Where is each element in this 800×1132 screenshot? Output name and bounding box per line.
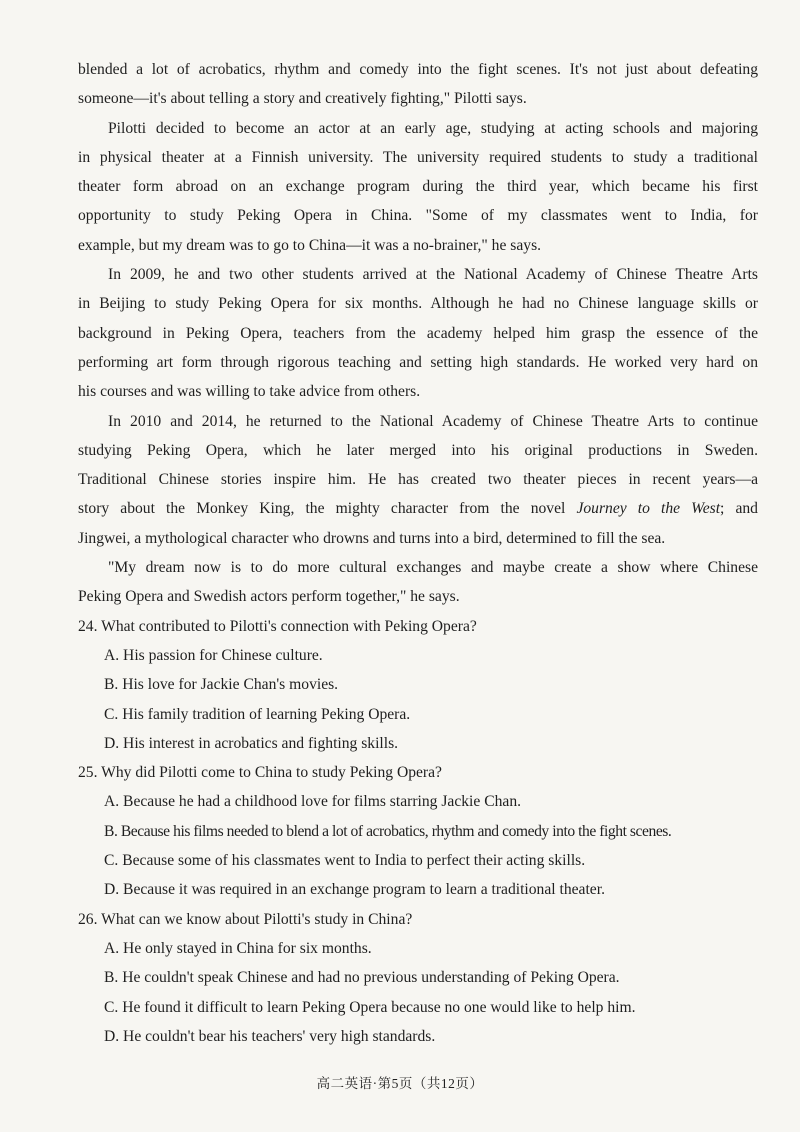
question-24 [78, 612, 758, 758]
text-line: Peking Opera and Swedish actors perform together," he says. [78, 588, 460, 606]
option-a: A. Because he had a childhood love for films starring Jackie Chan. [104, 793, 522, 811]
option-d: D. He couldn't bear his teachers' very high standards. [104, 1027, 436, 1045]
text-line: background in Peking Opera, teachers from the academy helped him grasp the essence of the [78, 324, 758, 342]
reading-passage [78, 55, 758, 1051]
text-span: ; and [720, 500, 758, 518]
option-d: D. His interest in acrobatics and fighting skills. [104, 734, 399, 752]
paragraph [78, 55, 758, 114]
paragraph [78, 407, 758, 553]
paragraph [78, 553, 758, 612]
option-b: B. His love for Jackie Chan's movies. [104, 676, 339, 694]
question-25 [78, 758, 758, 904]
option-c: C. His family tradition of learning Peking Opera. [104, 705, 411, 723]
option-a: A. His passion for Chinese culture. [104, 646, 323, 664]
text-line: in physical theater at a Finnish university. The university required students to study a traditional [78, 148, 758, 166]
text-line: Traditional Chinese stories inspire him. He has created two theater pieces in recent years—a [78, 471, 758, 489]
text-line: someone—it's about telling a story and creatively fighting," Pilotti says. [78, 90, 527, 108]
option-c: C. Because some of his classmates went to India to perfect their acting skills. [104, 852, 586, 870]
question-stem: 25. Why did Pilotti come to China to study Peking Opera? [78, 764, 442, 782]
text-span: story about the Monkey King, the mighty character from the novel [78, 500, 577, 518]
page-footer: 高二英语·第5页（共12页） [316, 1076, 484, 1091]
text-line: example, but my dream was to go to China—it was a no-brainer," he says. [78, 236, 542, 254]
text-line: performing art form through rigorous teaching and setting high standards. He worked very hard on [78, 353, 758, 371]
text-line: studying Peking Opera, which he later merged into his original productions in Sweden. [78, 441, 758, 459]
paragraph [78, 260, 758, 406]
text-line: opportunity to study Peking Opera in China. "Some of my classmates went to India, for [78, 207, 758, 225]
text-line: in Beijing to study Peking Opera for six months. Although he had no Chinese language skills or [78, 295, 758, 313]
option-b: B. Because his films needed to blend a lot of acrobatics, rhythm and comedy into the fight scenes. [104, 822, 672, 840]
paragraph [78, 114, 758, 260]
text-line: theater form abroad on an exchange program during the third year, which became his first [78, 178, 758, 196]
text-line: Pilotti decided to become an actor at an early age, studying at acting schools and majoring [108, 119, 758, 137]
text-line: In 2010 and 2014, he returned to the National Academy of Chinese Theatre Arts to continue [108, 412, 758, 430]
option-b: B. He couldn't speak Chinese and had no previous understanding of Peking Opera. [104, 969, 620, 987]
text-line: his courses and was willing to take advice from others. [78, 383, 421, 401]
option-d: D. Because it was required in an exchange program to learn a traditional theater. [104, 881, 605, 899]
question-26 [78, 905, 758, 1051]
text-line: In 2009, he and two other students arrived at the National Academy of Chinese Theatre Arts [108, 266, 758, 284]
question-stem: 26. What can we know about Pilotti's study in China? [78, 910, 413, 928]
text-line: Jingwei, a mythological character who drowns and turns into a bird, determined to fill the sea. [78, 529, 666, 547]
text-line [78, 494, 758, 523]
novel-title: Journey to the West [576, 500, 721, 518]
text-line: "My dream now is to do more cultural exchanges and maybe create a show where Chinese [108, 559, 758, 577]
text-line: blended a lot of acrobatics, rhythm and comedy into the fight scenes. It's not just about defeating [78, 61, 758, 78]
option-a: A. He only stayed in China for six months. [104, 939, 372, 957]
question-stem: 24. What contributed to Pilotti's connection with Peking Opera? [78, 617, 477, 635]
option-c: C. He found it difficult to learn Peking Opera because no one would like to help him. [104, 998, 636, 1016]
